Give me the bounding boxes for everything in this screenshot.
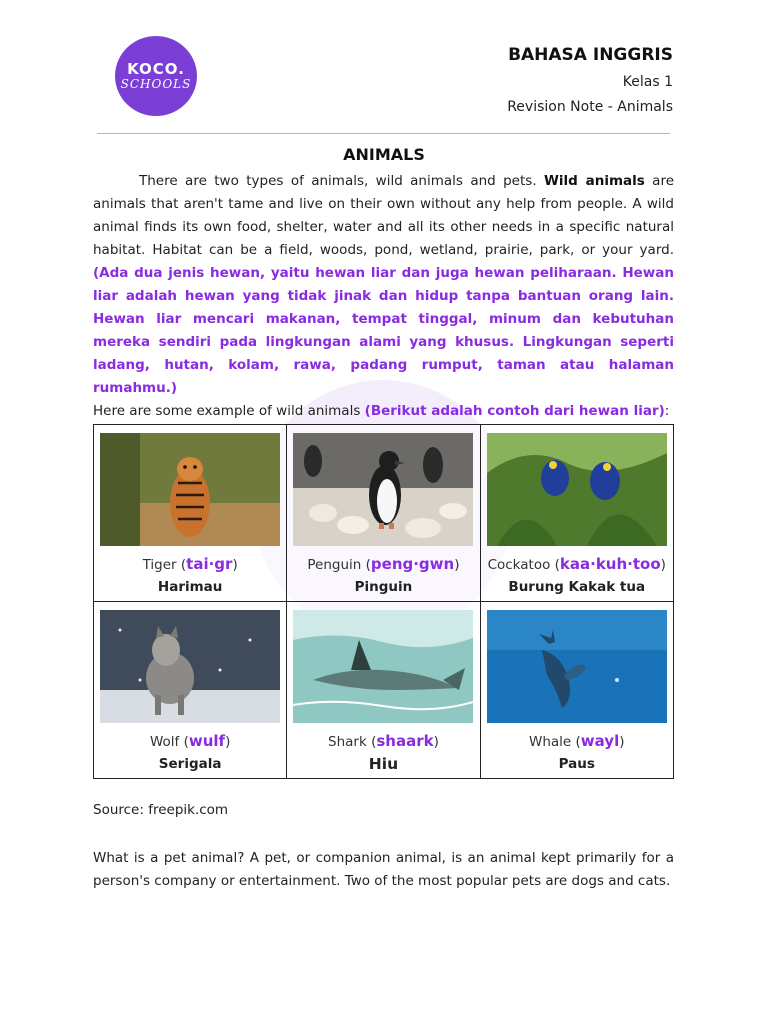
logo-main-text: KOCO. [127,60,185,78]
animal-name-id: Paus [558,756,595,772]
pet-paragraph: What is a pet animal? A pet, or companion animal, is an animal kept primarily for a person's company or entertainment. Two of the most popular pets are dogs and cats. [93,850,674,889]
animal-pronunciation: shaark [376,732,434,750]
animal-cell-penguin [287,425,480,602]
grade-label: Kelas 1 [622,74,673,90]
logo-sub-text: SCHOOLS [120,77,192,91]
animal-cell-tiger [94,425,287,602]
animal-pronunciation: kaa·kuh·too [559,555,661,573]
animal-cell-whale [480,602,673,779]
shark-photo [293,610,473,723]
animal-name-line: Whale (wayl) [528,732,625,750]
animal-pronunciation: tai·gr [186,555,233,573]
animal-name-line: Tiger (tai·gr) [142,555,238,573]
examples-suffix: : [664,403,670,419]
whale-photo [487,610,667,723]
animal-name-en: Whale [528,734,572,750]
examples-heading [93,400,669,422]
page-title: ANIMALS [343,145,425,164]
examples-translation: (Berikut adalah contoh dari hewan liar) [364,403,665,419]
animal-name-id: Burung Kakak tua [508,579,646,595]
examples-text: Here are some example of wild animals [93,403,365,419]
animal-name-line: Wolf (wulf) [149,732,231,750]
wolf-photo [100,610,280,723]
animal-name-id: Harimau [157,579,223,595]
animal-name-id: Pinguin [354,579,413,595]
animal-name-en: Penguin [307,557,362,573]
animal-cell-wolf [94,602,287,779]
animal-name-line: Cockatoo (kaa·kuh·too) [487,555,666,573]
animal-name-en: Wolf [149,734,180,750]
intro-text-1: There are two types of animals, wild animals and pets. [139,173,544,189]
header-divider [97,133,670,134]
note-label: Revision Note - Animals [507,99,673,115]
animal-name-en: Shark [328,734,367,750]
parrot-photo [487,433,667,546]
animal-name-id: Hiu [368,755,399,773]
subject-title: BAHASA INGGRIS [508,45,673,65]
animals-table [93,424,674,779]
animal-pronunciation: wulf [188,732,226,750]
document-header [507,43,673,119]
intro-translation: (Ada dua jenis hewan, yaitu hewan liar dan juga hewan peliharaan. Hewan liar adalah hewan yang tidak jinak dan hidup tanpa bantuan orang lain. Hewan liar mencari makanan, tempat tinggal, minum dan kebutuhan mereka sendiri pada lingkungan alami yang khusus. Lingkungan seperti ladang, hutan, kolam, rawa, padang rumput, taman atau halaman rumahmu.) [93,265,674,396]
animal-name-en: Tiger [142,557,177,573]
source-credit: Source: freepik.com [93,802,229,818]
animal-name-id: Serigala [158,756,222,772]
animal-cell-shark [287,602,480,779]
animal-cell-cockatoo [480,425,673,602]
koco-schools-logo [115,36,197,116]
intro-text-2: are animals that aren't tame and live on their own without any help from people. A wild animal finds its own food, shelter, water and all its other needs in a specific natural habitat. Habitat can be a field, woods, pond, wetland, prairie, park, or your yard. [93,173,675,258]
animal-pronunciation: peng·gwn [370,555,455,573]
intro-paragraph [93,170,674,400]
intro-bold: Wild animals [544,173,645,189]
animal-name-line: Shark (shaark) [328,732,439,750]
animal-name-en: Cockatoo [487,557,551,573]
animal-pronunciation: wayl [580,732,620,750]
tiger-photo [100,433,280,546]
animal-name-line: Penguin (peng·gwn) [307,555,460,573]
penguin-photo [293,433,473,546]
